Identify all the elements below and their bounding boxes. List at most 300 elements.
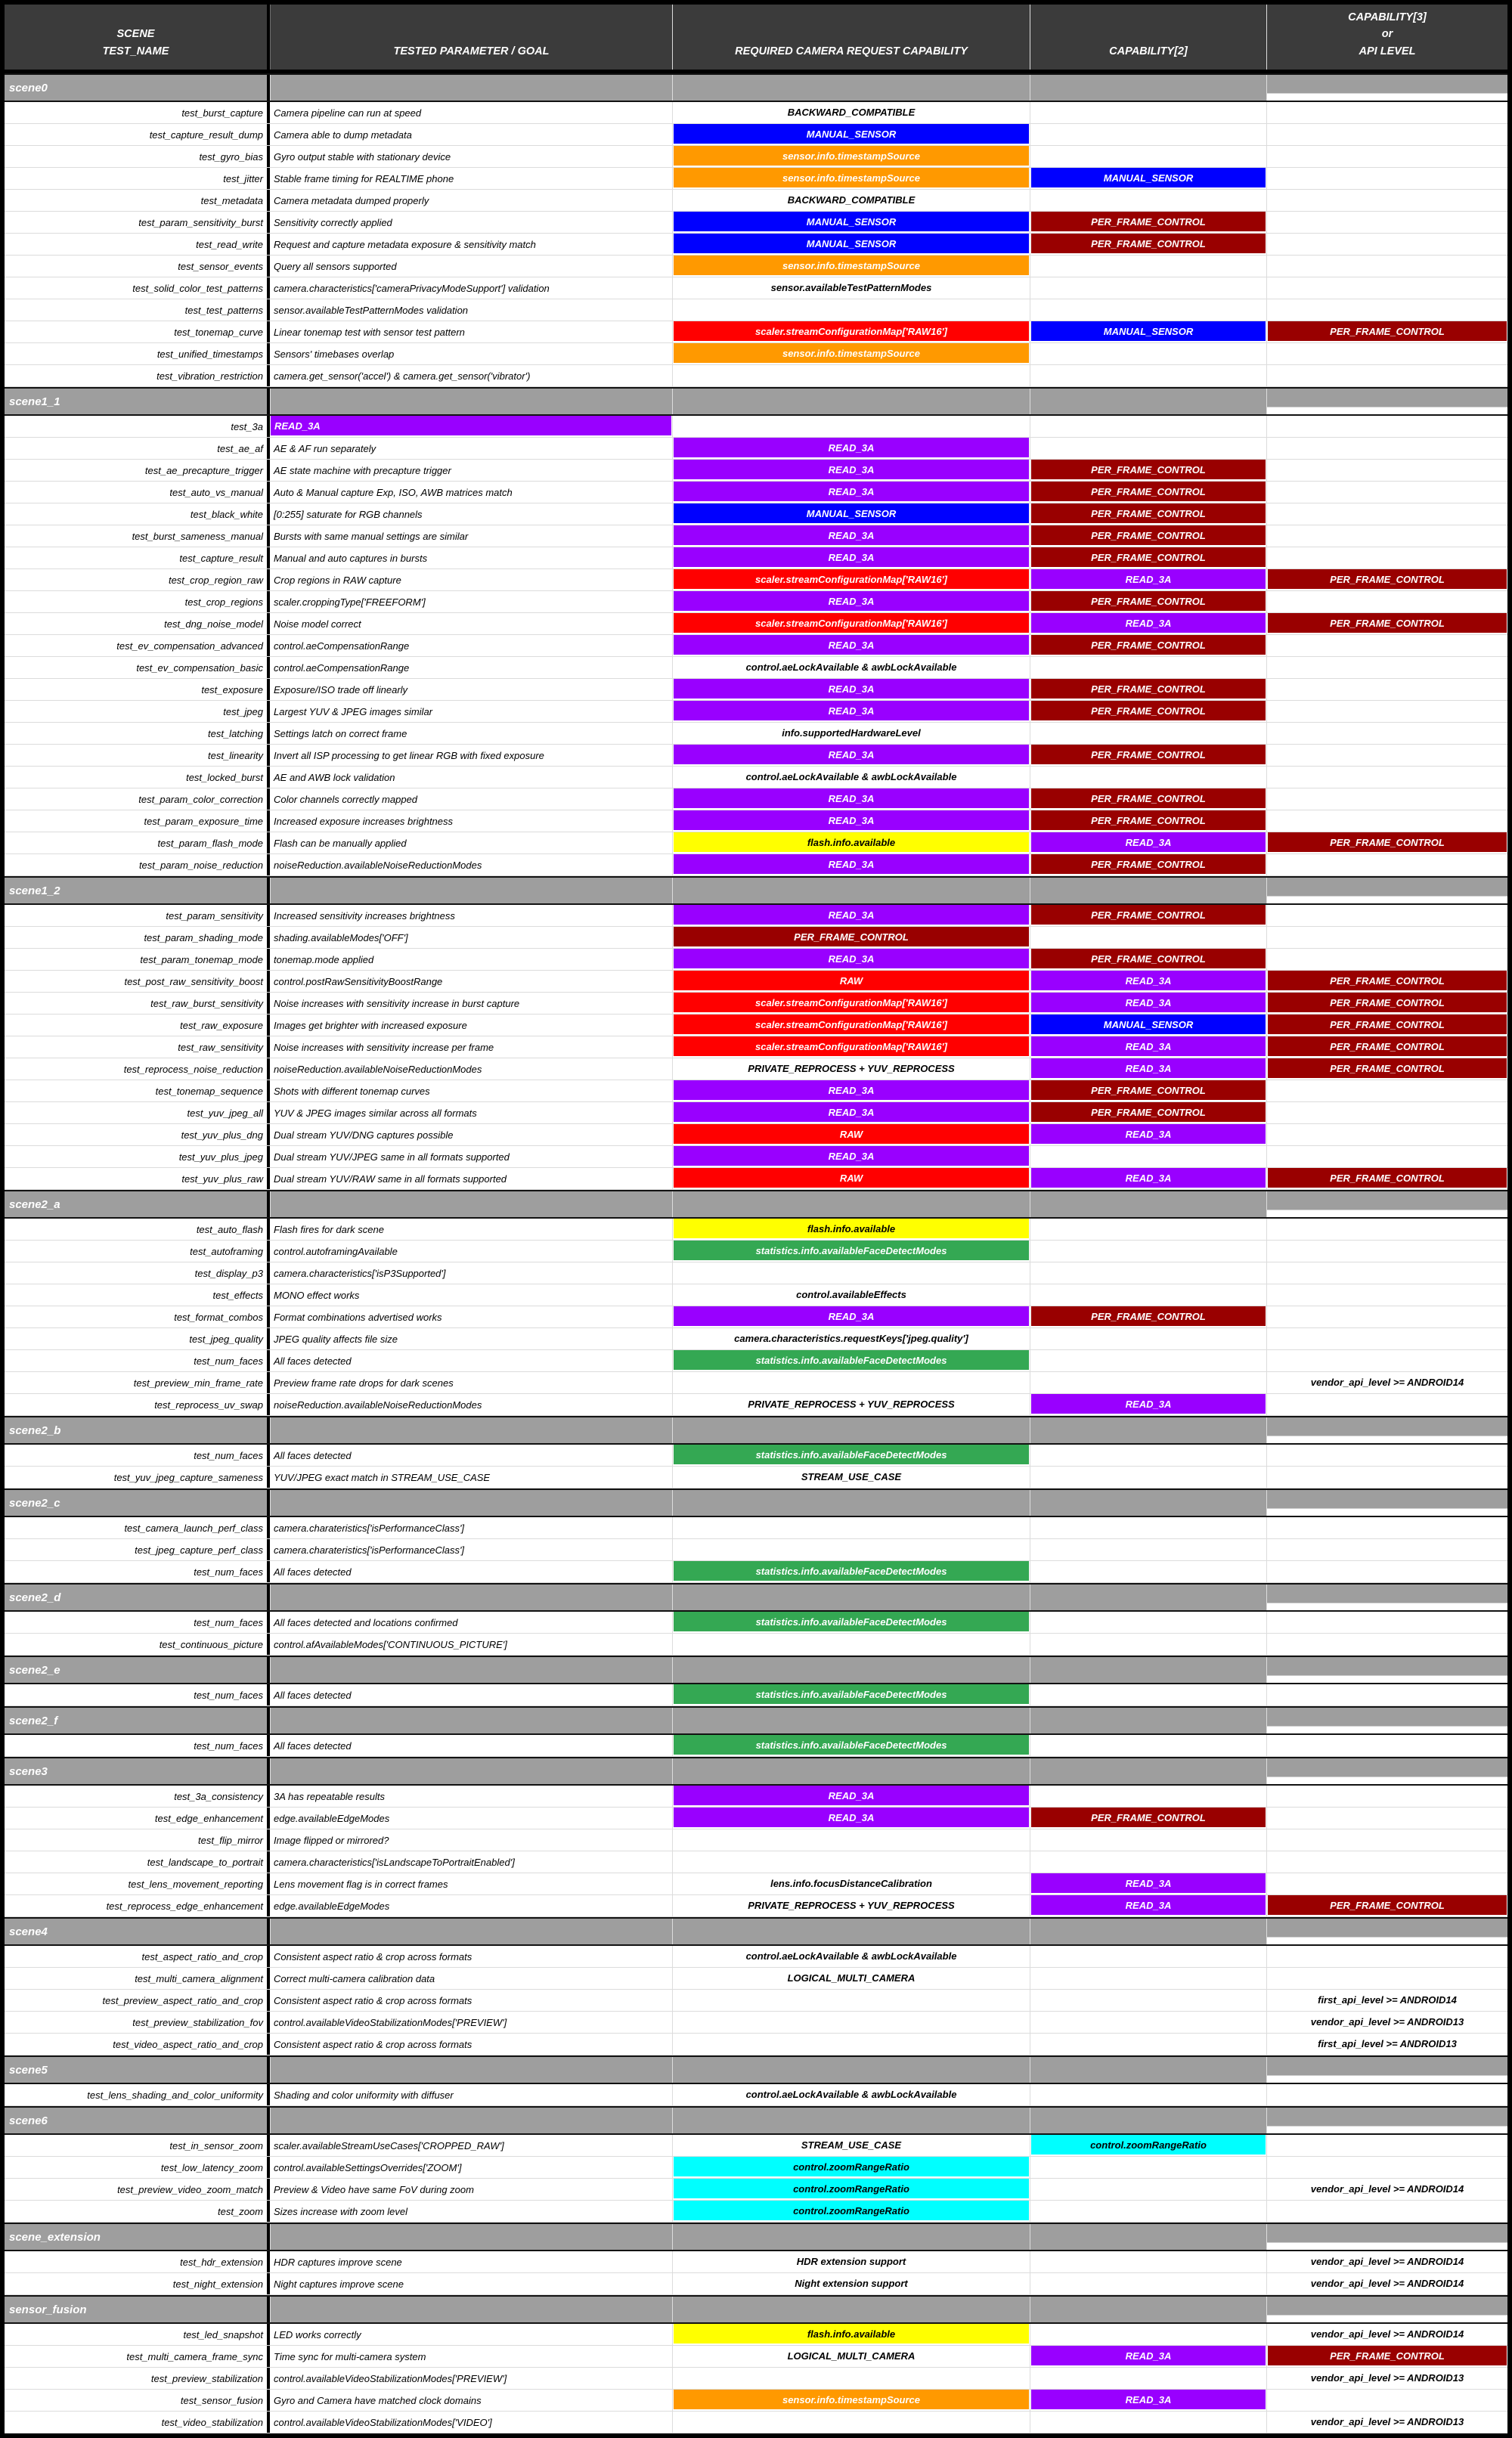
capability-cell: scaler.streamConfigurationMap['RAW16']: [674, 569, 1029, 589]
capability-column-cell: [1030, 2346, 1266, 2367]
test-row: [5, 679, 1507, 701]
capability-cell: PER_FRAME_CONTROL: [1268, 832, 1507, 852]
test-row: [5, 503, 1507, 525]
test-goal-text: edge.availableEdgeModes: [274, 1812, 390, 1824]
scene-cell: [1030, 75, 1266, 101]
test-name: test_param_flash_mode: [5, 832, 270, 853]
capability-column-cell: [1030, 1634, 1266, 1655]
test-name: test_format_combos: [5, 1306, 270, 1327]
capability-cell: PER_FRAME_CONTROL: [1268, 1058, 1507, 1078]
scene-cell: [270, 1919, 672, 1944]
capability-column-cell: [1266, 256, 1507, 277]
header-cap3-line2: or: [1381, 28, 1393, 41]
test-name: test_preview_stabilization_fov: [5, 2012, 270, 2033]
test-row: [5, 212, 1507, 234]
capability-column-cell: [1266, 2034, 1507, 2055]
capability-column-cell: [672, 212, 1030, 233]
test-goal: [270, 657, 672, 678]
capability-cell: READ_3A: [674, 679, 1029, 699]
scene-cell: [1266, 2297, 1507, 2322]
scene-cell: [270, 1417, 672, 1443]
test-goal-text: Correct multi-camera calibration data: [274, 1972, 435, 1984]
test-goal: [270, 1328, 672, 1349]
test-goal-text: Auto & Manual capture Exp, ISO, AWB matrices match: [274, 486, 513, 498]
test-goal-text: camera.charateristics['isPerformanceClass']: [274, 1522, 465, 1534]
test-goal: [270, 1146, 672, 1167]
test-name: test_jpeg_capture_perf_class: [5, 1539, 270, 1560]
test-goal: [270, 1467, 672, 1488]
capability-column-cell: [1030, 1328, 1266, 1349]
capability-cell: PER_FRAME_CONTROL: [1031, 854, 1266, 874]
test-row: [5, 1684, 1507, 1706]
capability-column-cell: [672, 1829, 1030, 1851]
test-goal-text: control.availableVideoStabilizationModes['VIDEO']: [274, 2416, 492, 2428]
test-name: test_jpeg_quality: [5, 1328, 270, 1349]
capability-cell: PRIVATE_REPROCESS + YUV_REPROCESS: [748, 1398, 955, 1410]
capability-column-cell: [672, 1968, 1030, 1989]
capability-column-cell: [672, 1786, 1030, 1807]
test-goal-text: AE and AWB lock validation: [274, 771, 395, 783]
capability-cell: READ_3A: [674, 810, 1029, 830]
test-goal: [270, 2201, 672, 2222]
capability-cell: READ_3A: [674, 1786, 1029, 1805]
capability-column-cell: [1030, 723, 1266, 744]
scene-cell: [672, 1191, 1030, 1217]
capability-column-cell: [1266, 1684, 1507, 1705]
capability-cell: READ_3A: [674, 1808, 1029, 1827]
test-row: [5, 2368, 1507, 2390]
capability-column-cell: [1266, 343, 1507, 364]
scene-cell: [1030, 1585, 1266, 1610]
capability-cell: BACKWARD_COMPATIBLE: [787, 194, 916, 206]
capability-column-cell: [672, 1445, 1030, 1466]
capability-column-cell: [672, 1990, 1030, 2011]
test-goal: [270, 2390, 672, 2411]
test-goal: [270, 1102, 672, 1123]
capability-column-cell: [1030, 343, 1266, 364]
test-goal: [270, 2012, 672, 2033]
capability-column-cell: [672, 971, 1030, 992]
scene-cell: [1266, 2224, 1507, 2250]
capability-cell: control.zoomRangeRatio: [674, 2201, 1029, 2220]
capability-cell: READ_3A: [1031, 1168, 1266, 1188]
test-goal: [270, 679, 672, 700]
scene-label: scene1_2: [5, 878, 270, 903]
scene-cell: [1266, 389, 1507, 414]
test-name: test_flip_mirror: [5, 1829, 270, 1851]
capability-column-cell: [672, 547, 1030, 568]
capability-cell: PER_FRAME_CONTROL: [1031, 591, 1266, 611]
capability-column-cell: [672, 1612, 1030, 1633]
capability-column-cell: [1030, 2412, 1266, 2433]
capability-column-cell: [1030, 1873, 1266, 1894]
header-capability-2: [1030, 5, 1266, 70]
scene-label: scene1_1: [5, 389, 270, 414]
test-goal-text: noiseReduction.availableNoiseReductionModes: [274, 1399, 482, 1411]
capability-column-cell: [672, 2390, 1030, 2411]
test-goal: [270, 1829, 672, 1851]
test-row: [5, 1561, 1507, 1583]
capability-cell: first_api_level >= ANDROID13: [1318, 2037, 1457, 2049]
capability-cell: READ_3A: [1031, 2346, 1266, 2365]
test-goal-text: control.postRawSensitivityBoostRange: [274, 975, 443, 987]
test-name: test_param_sensitivity: [5, 905, 270, 926]
capability-cell: PER_FRAME_CONTROL: [1031, 525, 1266, 545]
scene-header-row: [5, 876, 1507, 905]
capability-column-cell: [1030, 365, 1266, 386]
test-goal-text: Preview & Video have same FoV during zoom: [274, 2183, 474, 2195]
test-row: [5, 2251, 1507, 2273]
capability-column-cell: [672, 993, 1030, 1014]
capability-column-cell: [1030, 525, 1266, 547]
test-goal: [270, 788, 672, 810]
capability-column-cell: [1266, 1808, 1507, 1829]
test-row: [5, 2412, 1507, 2433]
capability-cell: PER_FRAME_CONTROL: [1031, 547, 1266, 567]
test-goal-text: Dual stream YUV/RAW same in all formats supported: [274, 1173, 507, 1185]
capability-column-cell: [1030, 745, 1266, 766]
capability-column-cell: [1266, 1350, 1507, 1371]
test-goal-text: Night captures improve scene: [274, 2278, 404, 2290]
test-goal: [270, 212, 672, 233]
capability-cell: READ_3A: [1031, 1124, 1266, 1144]
scene-cell: [1266, 2108, 1507, 2133]
capability-column-cell: [1030, 2135, 1266, 2156]
capability-column-cell: [1266, 767, 1507, 788]
scene-cell: [672, 389, 1030, 414]
test-row: [5, 2135, 1507, 2157]
capability-column-cell: [672, 146, 1030, 167]
scene-cell: [1030, 1758, 1266, 1784]
capability-column-cell: [1030, 1467, 1266, 1488]
capability-column-cell: [672, 745, 1030, 766]
test-goal-text: Consistent aspect ratio & crop across formats: [274, 2038, 472, 2050]
test-goal-text: scaler.croppingType['FREEFORM']: [274, 596, 426, 608]
test-name: test_aspect_ratio_and_crop: [5, 1946, 270, 1967]
test-goal: [270, 416, 672, 437]
capability-column-cell: [1030, 482, 1266, 503]
scene-cell: [1266, 1417, 1507, 1443]
test-name: test_ev_compensation_basic: [5, 657, 270, 678]
test-row: [5, 1306, 1507, 1328]
capability-column-cell: [1266, 569, 1507, 590]
test-goal-text: control.availableVideoStabilizationModes['PREVIEW']: [274, 2372, 507, 2384]
test-name: test_capture_result: [5, 547, 270, 568]
test-goal-text: Sensors' timebases overlap: [274, 348, 395, 360]
capability-column-cell: [1030, 1990, 1266, 2011]
test-goal: [270, 1350, 672, 1371]
capability-column-cell: [1030, 1058, 1266, 1080]
capability-cell: control.zoomRangeRatio: [674, 2157, 1029, 2176]
test-goal-text: Exposure/ISO trade off linearly: [274, 683, 408, 695]
capability-column-cell: [1266, 1102, 1507, 1123]
test-name: test_landscape_to_portrait: [5, 1851, 270, 1873]
header-scene-test-name: [5, 5, 270, 70]
header-cap3-line3: API LEVEL: [1359, 45, 1416, 57]
capability-cell: scaler.streamConfigurationMap['RAW16']: [674, 1015, 1029, 1034]
capability-cell: PRIVATE_REPROCESS + YUV_REPROCESS: [748, 1062, 955, 1074]
capability-cell: statistics.info.availableFaceDetectModes: [674, 1561, 1029, 1581]
capability-cell: vendor_api_level >= ANDROID14: [1310, 2182, 1464, 2195]
test-goal-text: camera.characteristics['isLandscapeToPortraitEnabled']: [274, 1856, 515, 1868]
capability-column-cell: [1266, 2324, 1507, 2345]
capability-column-cell: [1030, 1684, 1266, 1705]
test-goal: [270, 971, 672, 992]
scene-cell: [672, 2108, 1030, 2133]
capability-column-cell: [1030, 1735, 1266, 1756]
test-name: test_reprocess_edge_enhancement: [5, 1895, 270, 1916]
capability-cell: vendor_api_level >= ANDROID13: [1310, 2371, 1464, 2384]
scene-cell: [1030, 1657, 1266, 1683]
capability-cell: READ_3A: [1031, 569, 1266, 589]
test-row: [5, 438, 1507, 460]
scene-cell: [270, 1657, 672, 1683]
capability-column-cell: [1030, 2324, 1266, 2345]
test-goal: [270, 701, 672, 722]
test-goal: [270, 1284, 672, 1306]
test-name: test_num_faces: [5, 1350, 270, 1371]
capability-column-cell: [1266, 1146, 1507, 1167]
test-name: test_yuv_jpeg_capture_sameness: [5, 1467, 270, 1488]
test-goal-text: Sensitivity correctly applied: [274, 216, 392, 228]
capability-cell: scaler.streamConfigurationMap['RAW16']: [674, 993, 1029, 1012]
scene-cell: [672, 1919, 1030, 1944]
scene-label: scene3: [5, 1758, 270, 1784]
scene-cell: [270, 1191, 672, 1217]
test-row: [5, 2179, 1507, 2201]
capability-cell: vendor_api_level >= ANDROID13: [1310, 2415, 1464, 2427]
test-row: [5, 1968, 1507, 1990]
capability-column-cell: [1266, 1080, 1507, 1101]
capability-column-cell: [672, 788, 1030, 810]
test-name: test_read_write: [5, 234, 270, 255]
capability-column-cell: [1266, 1968, 1507, 1989]
capability-cell: PER_FRAME_CONTROL: [1031, 460, 1266, 479]
capability-column-cell: [672, 1328, 1030, 1349]
capability-column-cell: [1030, 1786, 1266, 1807]
capability-column-cell: [1030, 168, 1266, 189]
test-row: [5, 1262, 1507, 1284]
scene-cell: [1266, 1191, 1507, 1217]
capability-column-cell: [1030, 1808, 1266, 1829]
scene-label: scene2_a: [5, 1191, 270, 1217]
scene-cell: [1030, 1708, 1266, 1733]
capability-column-cell: [1030, 2034, 1266, 2055]
test-row: [5, 1539, 1507, 1561]
capability-cell: PER_FRAME_CONTROL: [1268, 569, 1507, 589]
capability-column-cell: [1266, 1372, 1507, 1393]
capability-column-cell: [1030, 635, 1266, 656]
test-goal-text: Linear tonemap test with sensor test pattern: [274, 326, 465, 338]
scene-cell: [1030, 2057, 1266, 2083]
test-goal-text: Shading and color uniformity with diffuser: [274, 2089, 454, 2101]
test-name: test_param_sensitivity_burst: [5, 212, 270, 233]
capability-cell: PER_FRAME_CONTROL: [1031, 234, 1266, 253]
test-row: [5, 256, 1507, 277]
capability-cell: PER_FRAME_CONTROL: [1031, 1306, 1266, 1326]
test-name: test_effects: [5, 1284, 270, 1306]
capability-cell: READ_3A: [674, 591, 1029, 611]
capability-column-cell: [1030, 993, 1266, 1014]
scene-cell: [1266, 1758, 1507, 1784]
capability-column-cell: [672, 723, 1030, 744]
test-goal-text: control.aeCompensationRange: [274, 640, 410, 652]
capability-column-cell: [1030, 102, 1266, 123]
capability-column-cell: [1030, 679, 1266, 700]
capability-column-cell: [1030, 1829, 1266, 1851]
capability-column-cell: [1030, 2368, 1266, 2389]
scene-cell: [1266, 1919, 1507, 1944]
test-name: test_num_faces: [5, 1561, 270, 1582]
capability-column-cell: [1030, 1080, 1266, 1101]
capability-column-cell: [1266, 503, 1507, 525]
capability-column-cell: [1266, 547, 1507, 568]
test-name: test_tonemap_curve: [5, 321, 270, 342]
capability-column-cell: [1030, 2084, 1266, 2105]
capability-column-cell: [672, 1539, 1030, 1560]
test-name: test_raw_sensitivity: [5, 1036, 270, 1058]
test-goal-text: shading.availableModes['OFF']: [274, 931, 408, 943]
test-name: test_in_sensor_zoom: [5, 2135, 270, 2156]
scene-cell: [270, 1758, 672, 1784]
test-row: [5, 365, 1507, 387]
table-body: [5, 73, 1507, 2433]
scene-cell: [1030, 2224, 1266, 2250]
test-goal-text: control.availableSettingsOverrides['ZOOM']: [274, 2161, 462, 2173]
capability-column-cell: [672, 1058, 1030, 1080]
test-goal: [270, 1735, 672, 1756]
test-goal: [270, 277, 672, 299]
capability-column-cell: [1030, 949, 1266, 970]
capability-column-cell: [672, 1350, 1030, 1371]
test-goal: [270, 1968, 672, 1989]
capability-cell: STREAM_USE_CASE: [801, 2139, 902, 2151]
capability-column-cell: [672, 2251, 1030, 2272]
test-goal: [270, 2368, 672, 2389]
capability-column-cell: [1266, 102, 1507, 123]
capability-column-cell: [672, 569, 1030, 590]
capability-column-cell: [672, 1895, 1030, 1916]
test-row: [5, 1394, 1507, 1416]
test-goal: [270, 1895, 672, 1916]
test-goal: [270, 2084, 672, 2105]
test-row: [5, 1786, 1507, 1808]
test-goal-text: Flash fires for dark scene: [274, 1223, 384, 1235]
test-goal-text: LED works correctly: [274, 2328, 361, 2340]
capability-column-cell: [672, 503, 1030, 525]
capability-column-cell: [1266, 1539, 1507, 1560]
test-goal: [270, 547, 672, 568]
test-name: test_burst_sameness_manual: [5, 525, 270, 547]
capability-column-cell: [1266, 832, 1507, 853]
test-goal: [270, 2179, 672, 2200]
scene-cell: [270, 1585, 672, 1610]
capability-column-cell: [1266, 1284, 1507, 1306]
test-goal-text: Noise increases with sensitivity increase per frame: [274, 1041, 494, 1053]
test-name: test_post_raw_sensitivity_boost: [5, 971, 270, 992]
capability-cell: READ_3A: [674, 905, 1029, 925]
test-row: [5, 1517, 1507, 1539]
test-row: [5, 1808, 1507, 1829]
capability-cell: PER_FRAME_CONTROL: [1031, 1080, 1266, 1100]
capability-column-cell: [1266, 168, 1507, 189]
test-row: [5, 2157, 1507, 2179]
capability-column-cell: [672, 1241, 1030, 1262]
test-goal: [270, 745, 672, 766]
test-goal: [270, 1517, 672, 1538]
scene-label: sensor_fusion: [5, 2297, 270, 2322]
capability-column-cell: [1266, 1786, 1507, 1807]
test-goal-text: AE state machine with precapture trigger: [274, 464, 451, 476]
scene-label: scene2_c: [5, 1490, 270, 1516]
test-row: [5, 927, 1507, 949]
test-goal-text: Bursts with same manual settings are similar: [274, 530, 469, 542]
capability-cell: READ_3A: [674, 525, 1029, 545]
test-goal-text: Camera pipeline can run at speed: [274, 107, 422, 119]
capability-column-cell: [1266, 1735, 1507, 1756]
test-name: test_video_aspect_ratio_and_crop: [5, 2034, 270, 2055]
capability-column-cell: [1266, 1895, 1507, 1916]
capability-column-cell: [1030, 1306, 1266, 1327]
test-row: [5, 343, 1507, 365]
capability-column-cell: [672, 613, 1030, 634]
capability-cell: scaler.streamConfigurationMap['RAW16']: [674, 321, 1029, 341]
capability-column-cell: [672, 1372, 1030, 1393]
capability-cell: PER_FRAME_CONTROL: [1268, 993, 1507, 1012]
capability-column-cell: [1266, 905, 1507, 926]
test-goal-text: Manual and auto captures in bursts: [274, 552, 428, 564]
capability-cell: camera.characteristics.requestKeys['jpeg.quality']: [734, 1332, 968, 1344]
capability-cell: MANUAL_SENSOR: [1031, 168, 1266, 187]
test-name: test_camera_launch_perf_class: [5, 1517, 270, 1538]
test-row: [5, 124, 1507, 146]
capability-cell: PER_FRAME_CONTROL: [1031, 212, 1266, 231]
test-goal: [270, 2346, 672, 2367]
scene-cell: [672, 1585, 1030, 1610]
test-name: test_linearity: [5, 745, 270, 766]
capability-column-cell: [1030, 1851, 1266, 1873]
test-name: test_latching: [5, 723, 270, 744]
capability-cell: control.aeLockAvailable & awbLockAvailable: [745, 661, 957, 673]
scene-header-row: [5, 2295, 1507, 2324]
capability-column-cell: [1030, 1895, 1266, 1916]
header-goal-label: TESTED PARAMETER / GOAL: [393, 45, 550, 57]
test-name: test_black_white: [5, 503, 270, 525]
capability-column-cell: [1030, 234, 1266, 255]
test-goal: [270, 854, 672, 875]
capability-cell: READ_3A: [674, 635, 1029, 655]
test-row: [5, 701, 1507, 723]
test-goal: [270, 1684, 672, 1705]
test-name: test_preview_min_frame_rate: [5, 1372, 270, 1393]
test-goal-text: Noise increases with sensitivity increase in burst capture: [274, 997, 520, 1009]
capability-cell: PER_FRAME_CONTROL: [1031, 949, 1266, 968]
capability-cell: Night extension support: [795, 2277, 908, 2289]
capability-column-cell: [1030, 2179, 1266, 2200]
capability-column-cell: [672, 1306, 1030, 1327]
capability-cell: sensor.info.timestampSource: [674, 146, 1029, 166]
test-name: test_reprocess_noise_reduction: [5, 1058, 270, 1080]
test-row: [5, 1058, 1507, 1080]
test-name: test_ae_precapture_trigger: [5, 460, 270, 481]
capability-cell: sensor.info.timestampSource: [674, 256, 1029, 275]
capability-column-cell: [1266, 2179, 1507, 2200]
scene-cell: [270, 2224, 672, 2250]
capability-column-cell: [672, 635, 1030, 656]
scene-cell: [270, 2057, 672, 2083]
test-row: [5, 1946, 1507, 1968]
scene-cell: [672, 1708, 1030, 1733]
